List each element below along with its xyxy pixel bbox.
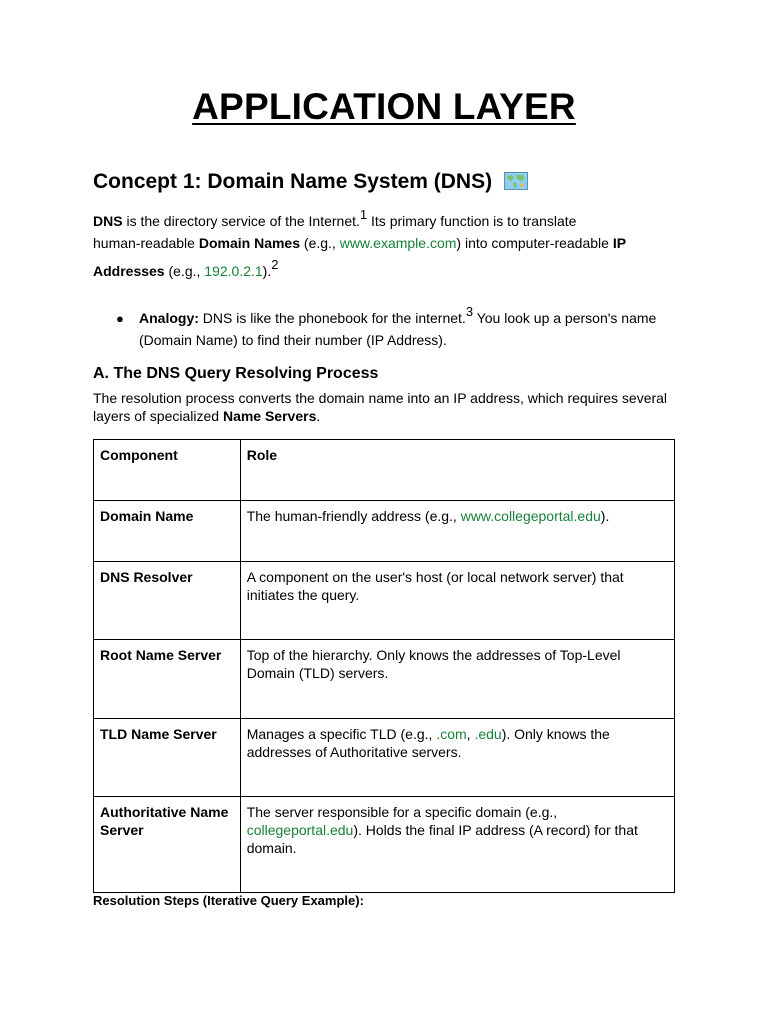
example-ip-link[interactable]: 192.0.2.1 <box>204 263 263 279</box>
collegeportal-domain-link[interactable]: collegeportal.edu <box>246 822 354 838</box>
role-text: ). Only knows the addresses of Authoritative servers. <box>246 726 610 760</box>
intro-line-1 <box>93 207 577 230</box>
role-text: ). Holds the final IP address (A record) for that domain. <box>246 822 638 856</box>
section-a-line-2 <box>93 407 320 425</box>
component-cell: TLD Name Server <box>94 719 241 797</box>
intro-line-3 <box>93 257 279 280</box>
role-cell: A component on the user's host (or local network server) that initiates the query. <box>240 562 674 640</box>
bullet-dot: ● <box>116 311 124 326</box>
name-servers-term: Name Servers <box>222 408 317 424</box>
concept-heading <box>93 170 528 194</box>
intro-text: (e.g., <box>164 263 205 279</box>
edu-tld-link[interactable]: .edu <box>474 726 502 742</box>
table-row <box>94 501 675 562</box>
role-cell <box>240 501 674 562</box>
dns-term: DNS <box>93 213 123 229</box>
table-header-row <box>94 440 675 501</box>
collegeportal-link[interactable]: www.collegeportal.edu <box>460 508 601 524</box>
intro-text: ). <box>262 263 272 279</box>
world-map-icon <box>504 172 528 190</box>
document-title: APPLICATION LAYER <box>192 86 576 127</box>
section-a-heading: A. The DNS Query Resolving Process <box>93 365 379 382</box>
section-a-text: . <box>316 408 321 424</box>
components-table <box>93 439 675 893</box>
resolution-steps-heading: Resolution Steps (Iterative Query Example): <box>93 893 364 908</box>
role-text: ). <box>600 508 610 524</box>
ip-term: IP <box>612 235 627 251</box>
intro-text: is the directory service of the Internet. <box>122 213 360 229</box>
component-cell: Authoritative Name Server <box>94 797 241 893</box>
intro-text: human-readable <box>93 235 199 251</box>
concept-heading-text: Concept 1: Domain Name System (DNS) <box>93 170 493 193</box>
role-cell: Top of the hierarchy. Only knows the addresses of Top-Level Domain (TLD) servers. <box>240 640 674 719</box>
intro-text: Its primary function is to translate <box>367 213 577 229</box>
analogy-line-2: (Domain Name) to find their number (IP Address). <box>139 332 447 348</box>
intro-text: ) into computer-readable <box>456 235 613 251</box>
analogy-line-1 <box>139 304 657 327</box>
domain-names-term: Domain Names <box>198 235 301 251</box>
analogy-label: Analogy: <box>139 310 199 326</box>
analogy-text: You look up a person's name <box>473 310 657 326</box>
intro-text: (e.g., <box>300 235 340 251</box>
section-a-text: layers of specialized <box>93 408 223 424</box>
addresses-term: Addresses <box>93 263 165 279</box>
footnote-ref-3[interactable]: 3 <box>465 304 474 319</box>
footnote-ref-1[interactable]: 1 <box>359 207 368 222</box>
analogy-text: DNS is like the phonebook for the internet. <box>198 310 466 326</box>
table-header-cell: Role <box>240 440 674 501</box>
table-row <box>94 797 675 893</box>
component-cell: DNS Resolver <box>94 562 241 640</box>
footnote-ref-2[interactable]: 2 <box>271 257 279 272</box>
role-text: , <box>466 726 475 742</box>
example-domain-link[interactable]: www.example.com <box>339 235 457 251</box>
role-cell <box>240 797 674 893</box>
role-text: The human-friendly address (e.g., <box>246 508 461 524</box>
role-text: The server responsible for a specific domain (e.g., <box>246 804 558 820</box>
table-row <box>94 719 675 797</box>
role-cell <box>240 719 674 797</box>
role-text: Manages a specific TLD (e.g., <box>246 726 437 742</box>
com-tld-link[interactable]: .com <box>436 726 467 742</box>
table-row <box>94 640 675 719</box>
intro-line-2 <box>93 234 626 252</box>
component-cell: Root Name Server <box>94 640 241 719</box>
table-header-cell: Component <box>94 440 241 501</box>
section-a-line-1: The resolution process converts the domain name into an IP address, which requires several <box>93 390 668 406</box>
table-row <box>94 562 675 640</box>
component-cell: Domain Name <box>94 501 241 562</box>
